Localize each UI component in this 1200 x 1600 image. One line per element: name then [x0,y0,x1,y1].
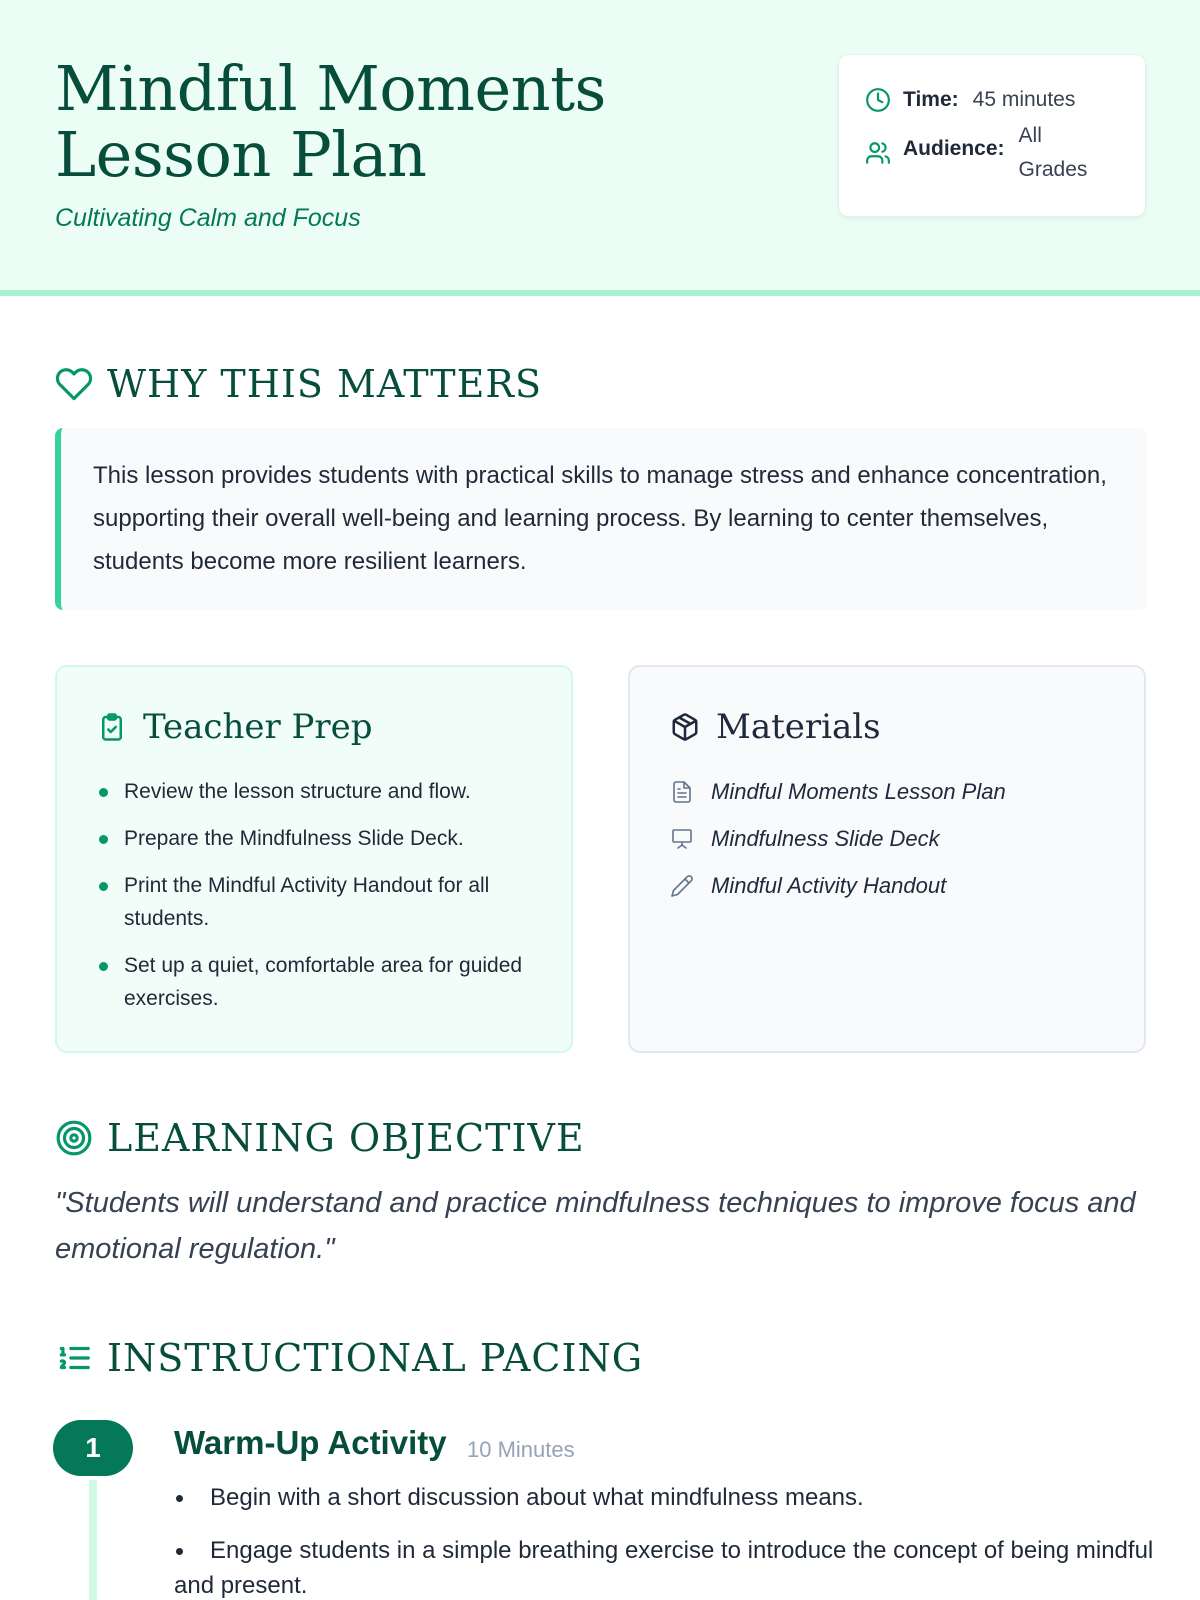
list-item [174,1480,1154,1515]
list-item [97,775,537,808]
list-item-text: Print the Mindful Activity Handout for all students. [124,874,490,930]
heart-icon [55,365,93,403]
page-subtitle: Cultivating Calm and Focus [55,204,361,232]
step-title: Warm-Up Activity [174,1424,447,1461]
audience-value-line1: All [1018,124,1042,147]
step-activity-list [174,1480,1154,1600]
time-value: 45 minutes [972,88,1076,111]
why-text: This lesson provides students with practical skills to manage stress and enhance concentration, supporting their overall well-being and learning process. By learning to center themselves, students become more resilient learners. [93,462,1107,575]
material-label: Mindful Moments Lesson Plan [711,778,1006,804]
lesson-meta-card [838,54,1146,217]
document-icon [670,780,694,804]
clipboard-check-icon [97,712,127,742]
timeline-line [89,1480,97,1600]
objective-section-heading [55,1116,585,1160]
list-item [97,822,537,855]
teacher-prep-list [97,775,537,1029]
materials-title: Materials [716,707,881,747]
users-icon [865,140,891,166]
audience-value [1019,119,1088,187]
why-section-heading [55,362,542,406]
list-item-text: Engage students in a simple breathing exercise to introduce the concept of being mindful and present. [174,1537,1154,1599]
page-title: Mindful Moments Lesson Plan [55,52,606,191]
materials-list [670,775,1006,916]
teacher-prep-card [55,665,573,1053]
material-item[interactable] [670,822,1006,855]
presentation-icon [670,827,694,851]
list-item [97,949,537,1015]
package-icon [670,712,700,742]
pacing-heading: INSTRUCTIONAL PACING [107,1336,644,1380]
time-label: Time: [903,88,959,111]
target-icon [55,1119,93,1157]
step-number-badge: 1 [53,1420,133,1476]
material-item[interactable] [670,775,1006,808]
time-row [865,83,1075,117]
audience-value-line2: Grades [1018,158,1088,181]
audience-label: Audience: [903,137,1005,160]
why-callout [55,428,1147,610]
why-heading: WHY THIS MATTERS [107,362,543,406]
material-label: Mindful Activity Handout [711,872,947,898]
materials-card [628,665,1146,1053]
list-item-text: Set up a quiet, comfortable area for guided exercises. [124,954,523,1010]
step-duration: 10 Minutes [467,1437,575,1462]
material-label: Mindfulness Slide Deck [711,825,940,851]
teacher-prep-heading [97,707,373,747]
pacing-section-heading [55,1336,643,1380]
list-item-text: Begin with a short discussion about what mindfulness means. [210,1484,864,1511]
list-item [97,869,537,935]
audience-row [865,119,1087,187]
lesson-header [0,0,1200,296]
pencil-icon [670,874,694,898]
objective-heading: LEARNING OBJECTIVE [107,1116,585,1160]
teacher-prep-title: Teacher Prep [143,707,373,747]
objective-text: "Students will understand and practice mindfulness techniques to improve focus and emotional regulation." [55,1187,1136,1265]
materials-heading [670,707,881,747]
material-item[interactable] [670,869,1006,902]
list-item [174,1533,1154,1600]
list-item-text: Review the lesson structure and flow. [124,780,471,803]
list-item-text: Prepare the Mindfulness Slide Deck. [124,827,464,850]
clock-icon [865,87,891,113]
numbered-list-icon [55,1339,93,1377]
